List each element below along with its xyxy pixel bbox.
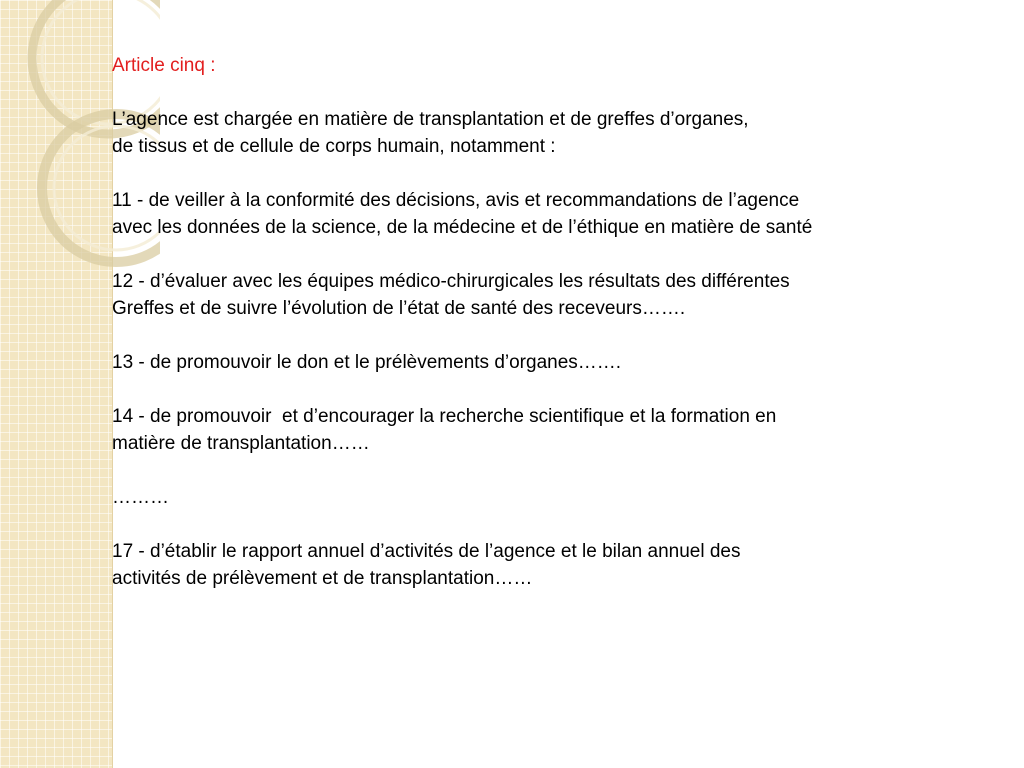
article-title: Article cinq : [112, 55, 216, 76]
intro-paragraph [112, 106, 1012, 160]
item-12-line-2: Greffes et de suivre l’évolution de l’état de santé des receveurs……. [112, 298, 686, 319]
item-17-line-1: 17 - d’établir le rapport annuel d’activités de l’agence et le bilan annuel des [112, 541, 741, 562]
item-13-line-1: 13 - de promouvoir le don et le prélèvements d’organes……. [112, 352, 622, 373]
item-14-line-2: matière de transplantation…… [112, 433, 370, 454]
item-17-line-2: activités de prélèvement et de transplantation…… [112, 568, 533, 589]
item-13 [112, 349, 1012, 376]
item-11-line-2: avec les données de la science, de la médecine et de l’éthique en matière de santé [112, 217, 813, 238]
intro-line-2: de tissus et de cellule de corps humain, notamment : [112, 136, 556, 157]
item-17 [112, 538, 1012, 592]
decorative-side-band [0, 0, 113, 768]
slide-content [112, 52, 1012, 619]
intro-line-1: L’agence est chargée en matière de transplantation et de greffes d’organes, [112, 109, 749, 130]
item-11 [112, 187, 1012, 241]
item-11-line-1: 11 - de veiller à la conformité des décisions, avis et recommandations de l’agence [112, 190, 800, 211]
item-14 [112, 403, 1012, 457]
item-12-line-1: 12 - d’évaluer avec les équipes médico-chirurgicales les résultats des différentes [112, 271, 790, 292]
ellipsis-line: ……… [112, 487, 169, 508]
item-14-line-1: 14 - de promouvoir et d’encourager la recherche scientifique et la formation en [112, 406, 777, 427]
item-12 [112, 268, 1012, 322]
ellipsis-separator [112, 484, 1012, 511]
